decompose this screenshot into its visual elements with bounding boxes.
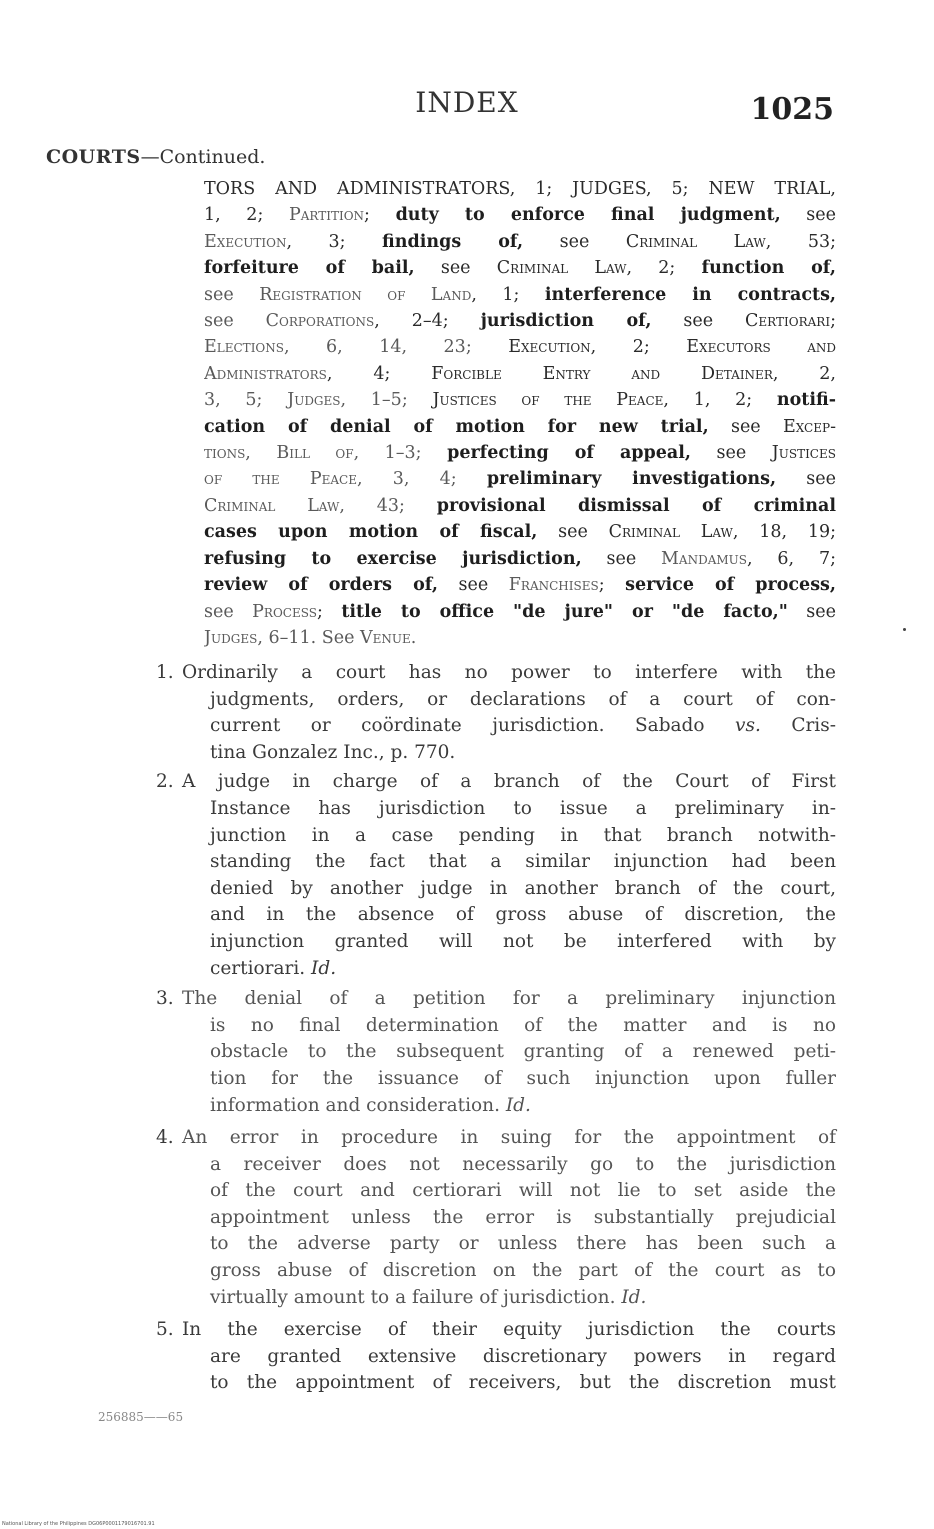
crossref-target: Venue: [360, 627, 411, 648]
paragraph-line: The denial of a petition for a preliminary injunction: [182, 988, 836, 1010]
paragraph-line: virtually amount to a failure of jurisdiction. Id.: [210, 1286, 647, 1308]
crossref-text: , 6, 14, 23;: [284, 337, 509, 358]
crossref-subject: duty to enforce final judgment,: [395, 205, 781, 226]
crossref-text: , 2,: [772, 363, 836, 384]
paragraph-2: [156, 769, 836, 982]
paragraph-line: junction in a case pending in that branch notwith-: [210, 824, 836, 846]
crossref-line: [204, 308, 836, 334]
paragraph-line: injunction granted will not be interfered with by: [210, 930, 836, 952]
crossref-text: see: [581, 548, 662, 569]
crossref-target: Certiorari: [745, 311, 831, 332]
entry-continued-label: —Continued.: [140, 146, 266, 168]
printer-code: 256885——65: [98, 1410, 184, 1424]
crossref-text: 3, 5;: [204, 390, 288, 411]
crossref-subject: notifi-: [776, 390, 836, 411]
crossref-text: see: [414, 258, 497, 279]
crossref-subject: function of,: [701, 258, 836, 279]
paragraph-line: judgments, orders, or declarations of a court of con-: [210, 688, 836, 710]
crossref-text: , 2;: [590, 337, 687, 358]
crossref-text: , 2;: [626, 258, 702, 279]
crossref-target: Execution: [204, 231, 287, 252]
crossref-text: 1, 2;: [204, 205, 289, 226]
paragraph-line: of the court and certiorari will not lie to set aside the: [210, 1180, 836, 1202]
paragraph-3: [156, 986, 836, 1119]
crossref-line: [204, 202, 836, 228]
crossref-target: Franchises: [508, 575, 599, 596]
crossref-target: Mandamus: [661, 548, 748, 569]
page-number: 1025: [750, 92, 834, 127]
crossref-target: Execution: [508, 337, 591, 358]
paragraph-line: standing the fact that a similar injunction had been: [210, 851, 836, 873]
crossref-target: Judges: [287, 390, 341, 411]
crossref-text: , 6, 7;: [747, 548, 836, 569]
crossref-target: Criminal Law: [608, 522, 733, 543]
crossref-target: Excep-: [782, 416, 836, 437]
paragraph-4: [156, 1125, 836, 1311]
paragraph-line: to the adverse party or unless there has been such a: [210, 1233, 836, 1255]
crossref-text: .: [410, 627, 417, 648]
crossref-target: Criminal Law: [625, 231, 766, 252]
crossref-line: [204, 546, 836, 572]
crossref-target: Partition: [288, 205, 365, 226]
crossref-target: Process: [252, 601, 317, 622]
crossref-text: see: [651, 311, 746, 332]
running-header-title: INDEX: [415, 86, 519, 119]
crossref-line: [204, 625, 836, 651]
paragraph-number: 2.: [156, 771, 174, 793]
paragraph-line: is no final determination of the matter and is no: [210, 1014, 836, 1036]
crossref-target: Forcible Entry and Detainer: [431, 363, 773, 384]
crossref-subject: preliminary investigations,: [486, 469, 777, 490]
crossref-target: Judges: [204, 627, 258, 648]
paragraph-number: 4.: [156, 1127, 174, 1149]
crossref-text: see: [204, 601, 253, 622]
crossref-text: see: [537, 522, 609, 543]
paragraph-line: denied by another judge in another branch of the court,: [210, 877, 836, 899]
paragraph-line: obstacle to the subsequent granting of a renewed peti-: [210, 1041, 836, 1063]
crossref-text: , 1–5;: [340, 390, 433, 411]
crossref-text: see: [691, 443, 772, 464]
crossref-subject: jurisdiction of,: [480, 311, 652, 332]
crossref-text: see: [787, 601, 836, 622]
entry-term: COURTS: [46, 146, 141, 168]
paragraph-line: In the exercise of their equity jurisdiction the courts: [182, 1319, 836, 1341]
crossref-text: , 3;: [286, 231, 383, 252]
crossref-target: Registration of Land: [259, 284, 472, 305]
crossref-target: Criminal Law: [496, 258, 627, 279]
crossref-subject: interference in contracts,: [544, 284, 836, 305]
crossref-subject: cation of denial of motion for new trial,: [204, 416, 709, 437]
paragraph-line: to the appointment of receivers, but the discretion must: [210, 1372, 836, 1394]
crossref-text: , 2–4;: [374, 311, 481, 332]
crossref-line: [204, 387, 836, 413]
crossref-text: , 3, 4;: [356, 469, 487, 490]
crossref-subject: service of process,: [625, 575, 836, 596]
crossref-target: Criminal Law: [204, 495, 340, 516]
crossref-text: see: [438, 575, 509, 596]
crossref-text: see: [204, 311, 266, 332]
crossref-text: ;: [364, 205, 396, 226]
crossref-target: Justices of the Peace: [432, 390, 664, 411]
crossref-target: Elections: [204, 337, 284, 358]
paragraph-number: 5.: [156, 1319, 174, 1341]
crossref-line: [204, 440, 836, 466]
crossref-subject: perfecting of appeal,: [447, 443, 691, 464]
crossref-line: [204, 493, 836, 519]
crossref-subject: refusing to exercise jurisdiction,: [204, 548, 582, 569]
crossref-text: ;: [830, 311, 836, 332]
crossref-text: see: [523, 231, 626, 252]
crossref-text: , 1–3;: [353, 443, 448, 464]
paragraph-line: current or coördinate jurisdiction. Sabado vs. Cris-: [210, 715, 836, 737]
cross-reference-block: [204, 176, 836, 651]
numbered-paragraphs: [156, 660, 836, 1397]
paragraph-line: tina Gonzalez Inc., p. 770.: [210, 741, 456, 763]
paragraph-line: a receiver does not necessarily go to the jurisdiction: [210, 1153, 836, 1175]
crossref-text: , 6–11. See: [257, 627, 360, 648]
paragraph-line: An error in procedure in suing for the appointment of: [182, 1127, 836, 1149]
paragraph-line: Ordinarily a court has no power to interfere with the: [182, 662, 836, 683]
crossref-text: , 18, 19;: [732, 522, 836, 543]
crossref-subject: forfeiture of bail,: [204, 258, 415, 279]
crossref-subject: cases upon motion of fiscal,: [204, 522, 538, 543]
crossref-subject: review of orders of,: [204, 575, 438, 596]
crossref-target: Justices: [771, 443, 836, 464]
crossref-target: Executors and: [686, 337, 836, 358]
paragraph-1: [156, 660, 836, 766]
paragraph-line: information and consideration. Id.: [210, 1094, 531, 1116]
crossref-text: see: [708, 416, 783, 437]
paragraph-number: 3.: [156, 988, 174, 1010]
paragraph-line: certiorari. Id.: [210, 957, 337, 979]
crossref-text: see: [204, 284, 260, 305]
crossref-text: , 43;: [339, 495, 437, 516]
crossref-line: [204, 282, 836, 308]
paragraph-line: Instance has jurisdiction to issue a preliminary in-: [210, 797, 836, 819]
crossref-line: [204, 414, 836, 440]
paragraph-line: and in the absence of gross abuse of discretion, the: [210, 904, 836, 926]
crossref-line: [204, 572, 836, 598]
crossref-text: , 1;: [471, 284, 545, 305]
crossref-text: , 1, 2;: [663, 390, 777, 411]
crossref-text: , 4;: [326, 363, 432, 384]
crossref-target: tions, Bill of: [204, 443, 354, 464]
paragraph-5: [156, 1317, 836, 1397]
paragraph-line: gross abuse of discretion on the part of the court as to: [210, 1260, 836, 1282]
crossref-line: [204, 599, 836, 625]
crossref-line: [204, 519, 836, 545]
crossref-target: Corporations: [265, 311, 375, 332]
crossref-line: [204, 255, 836, 281]
paragraph-line: tion for the issuance of such injunction upon fuller: [210, 1067, 836, 1089]
crossref-subject: title to office "de jure" or "de facto,": [341, 601, 788, 622]
crossref-line: [204, 334, 836, 360]
crossref-line: [204, 361, 836, 387]
crossref-line: TORS AND ADMINISTRATORS, 1; JUDGES, 5; NEW TRIAL,: [204, 179, 836, 199]
scan-caption: National Library of the Philippines DG06P0001179016701.91: [2, 1521, 155, 1527]
scan-speck: [903, 628, 906, 631]
crossref-text: ;: [316, 601, 342, 622]
crossref-line: [204, 229, 836, 255]
paragraph-line: A judge in charge of a branch of the Court of First: [182, 771, 836, 793]
crossref-text: see: [776, 469, 836, 490]
crossref-text: see: [780, 205, 836, 226]
crossref-text: ;: [598, 575, 626, 596]
paragraph-line: appointment unless the error is substantially prejudicial: [210, 1206, 836, 1228]
index-entry-heading: [46, 146, 265, 168]
crossref-subject: findings of,: [382, 231, 524, 252]
crossref-target: of the Peace: [204, 469, 357, 490]
crossref-line: [204, 466, 836, 492]
paragraph-number: 1.: [156, 662, 174, 683]
crossref-text: , 53;: [765, 231, 836, 252]
crossref-target: Administrators: [204, 363, 327, 384]
paragraph-line: are granted extensive discretionary powers in regard: [210, 1345, 836, 1367]
crossref-subject: provisional dismissal of criminal: [436, 495, 836, 516]
